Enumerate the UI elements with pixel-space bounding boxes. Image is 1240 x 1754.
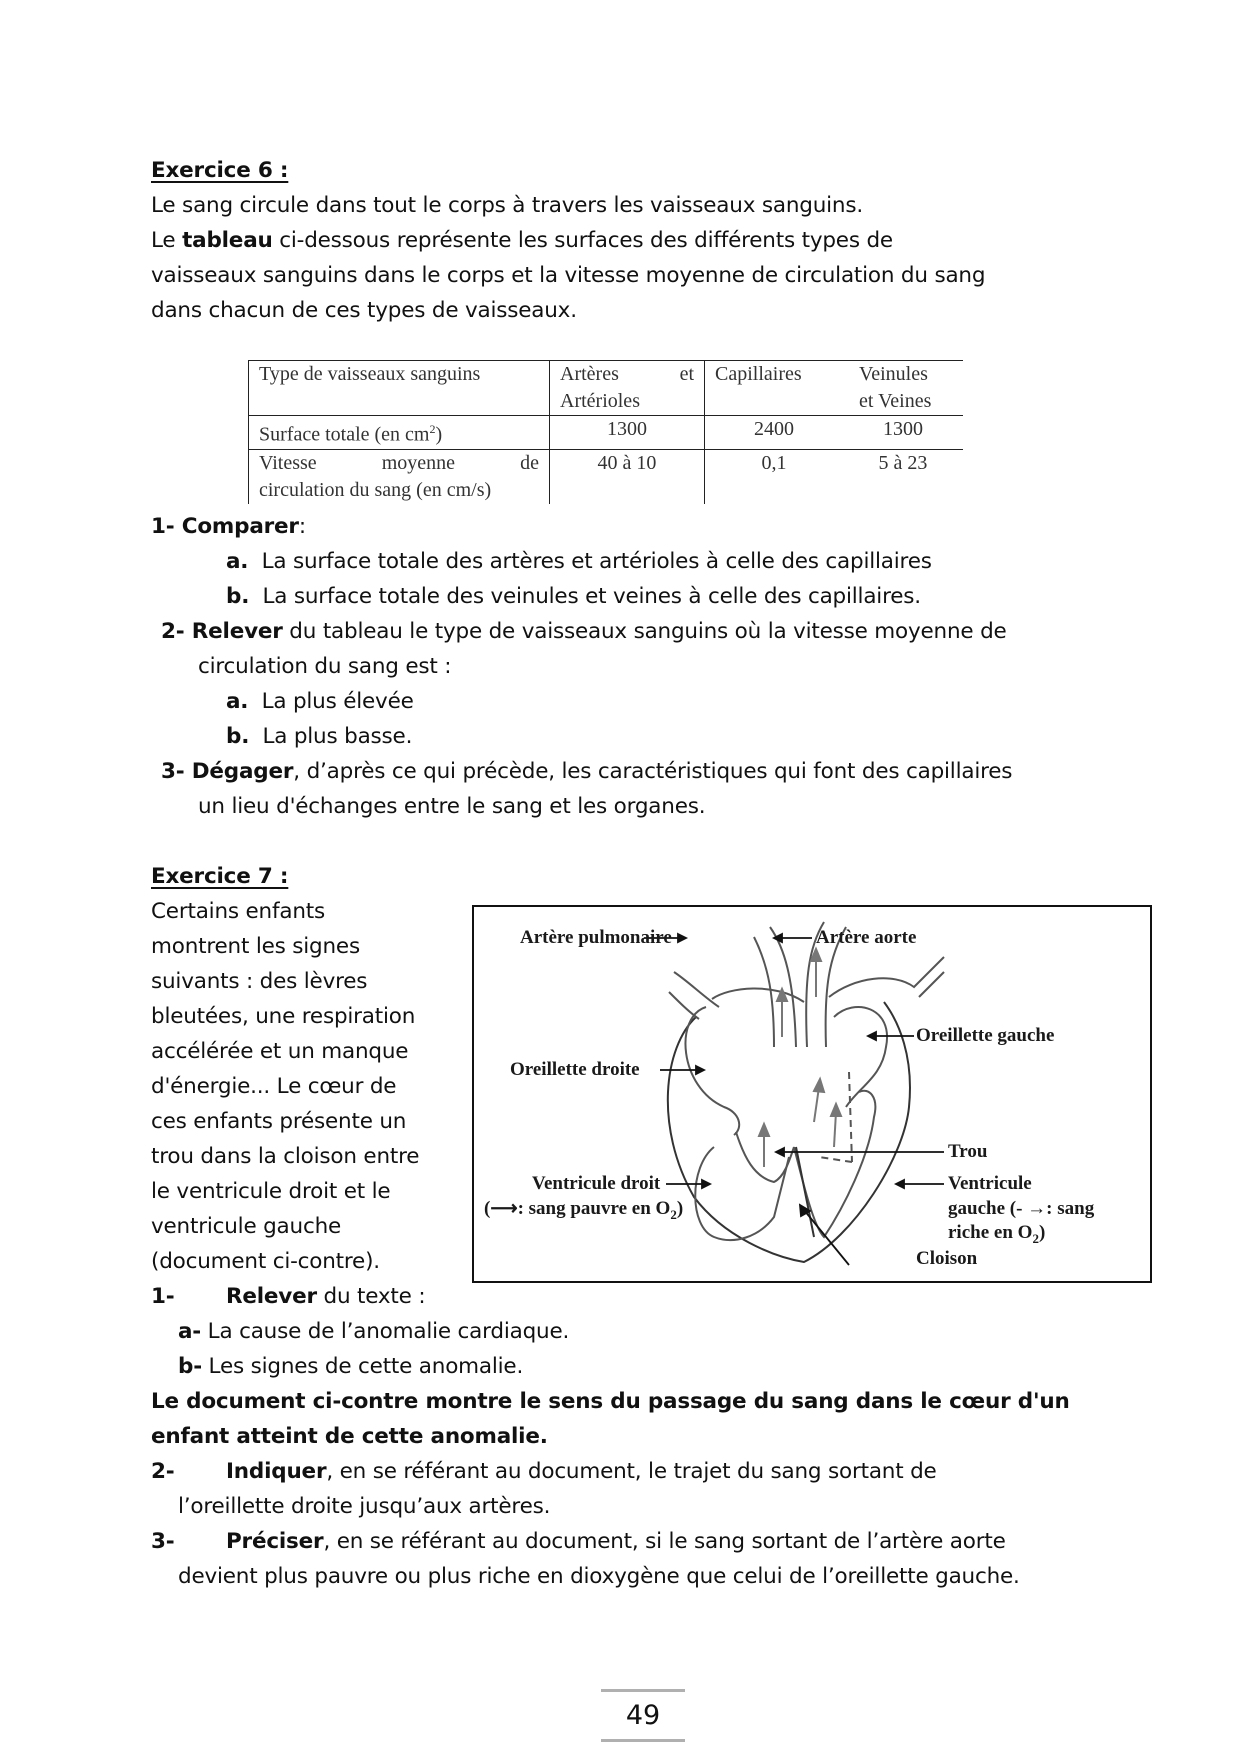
- text: du texte :: [316, 1284, 426, 1309]
- ex7-intro-line: suivants : des lèvres: [151, 969, 368, 994]
- label-ventricule-gauche: Ventricule: [948, 1173, 1032, 1194]
- header-type: Type de vaisseaux sanguins: [249, 361, 550, 416]
- text: Surface totale (en cm: [259, 423, 430, 446]
- ex6-intro-line-4: dans chacun de ces types de vaisseaux.: [151, 298, 577, 323]
- heart-diagram: [472, 905, 1152, 1283]
- text: et Veines: [859, 390, 932, 412]
- header-capillaires: Capillaires: [705, 361, 844, 416]
- ex7-intro-line: le ventricule droit et le: [151, 1179, 391, 1204]
- ex6-q2-item-a: [226, 684, 414, 719]
- label-artere-pulmonaire: Artère pulmonaire: [520, 927, 672, 948]
- item-letter: b.: [226, 584, 250, 609]
- text: (: [484, 1198, 491, 1219]
- question-verb: Relever: [226, 1284, 317, 1309]
- cell-value: 40 à 10: [550, 449, 705, 504]
- text: Veinules: [859, 363, 928, 385]
- item-letter: a-: [178, 1319, 202, 1344]
- ex6-q2-line-2: circulation du sang est :: [198, 654, 452, 679]
- ex7-intro-line: bleutées, une respiration: [151, 1004, 416, 1029]
- header-veines: [843, 361, 963, 416]
- ex7-q1-item-a: [178, 1314, 569, 1349]
- text: de: [520, 451, 539, 474]
- text: ci-dessous représente les surfaces des différents types de: [272, 228, 893, 253]
- item-letter: a.: [226, 549, 249, 574]
- text: La plus élevée: [261, 689, 414, 714]
- ex7-intro-line: Certains enfants: [151, 899, 325, 924]
- ex6-question-2: [161, 614, 1007, 649]
- label-oreillette-droite: Oreillette droite: [510, 1059, 640, 1080]
- ex7-intro-line: d'énergie... Le cœur de: [151, 1074, 397, 1099]
- text: Artères: [560, 363, 619, 385]
- question-number: 2-: [151, 1459, 175, 1484]
- ex7-note-line-1: Le document ci-contre montre le sens du passage du sang dans le cœur d'un: [151, 1389, 1070, 1414]
- cell-value: 1300: [843, 416, 963, 450]
- text: La cause de l’anomalie cardiaque.: [201, 1319, 570, 1344]
- text: :: [298, 514, 306, 539]
- text: La surface totale des artères et artérioles à celle des capillaires: [261, 549, 932, 574]
- item-letter: b-: [178, 1354, 202, 1379]
- ex7-q3-line-2: devient plus pauvre ou plus riche en dioxygène que celui de l’oreillette gauche.: [178, 1564, 1020, 1589]
- ex7-intro-line: ces enfants présente un: [151, 1109, 407, 1134]
- text: moyenne: [381, 451, 456, 474]
- ex7-question-2: [151, 1454, 937, 1489]
- question-number: 3-: [161, 759, 192, 784]
- question-number: 3-: [151, 1529, 175, 1554]
- item-letter: a.: [226, 689, 249, 714]
- superscript: 2: [429, 422, 436, 436]
- label-cloison: Cloison: [916, 1248, 978, 1269]
- text: : sang: [1046, 1198, 1095, 1219]
- ex7-question-1: [151, 1279, 425, 1314]
- legend-rich-blood: [948, 1196, 1094, 1221]
- text: ): [676, 1198, 684, 1219]
- text: ): [1038, 1222, 1046, 1243]
- label-artere-aorte: Artère aorte: [816, 927, 917, 948]
- ex6-intro-line-3: vaisseaux sanguins dans le corps et la vitesse moyenne de circulation du sang: [151, 263, 986, 288]
- vessels-table: [248, 360, 963, 504]
- label-trou: Trou: [948, 1141, 988, 1162]
- subscript: 2: [1032, 1230, 1039, 1246]
- text: ): [435, 423, 443, 446]
- text: La plus basse.: [262, 724, 413, 749]
- ex7-q2-line-2: l’oreillette droite jusqu’aux artères.: [178, 1494, 551, 1519]
- subscript: 2: [670, 1206, 677, 1222]
- ex6-question-3: [161, 754, 1012, 789]
- cell-value: 0,1: [705, 449, 844, 504]
- question-verb: Indiquer: [226, 1459, 327, 1484]
- text: , d’après ce qui précède, les caractéristiques qui font des capillaires: [293, 759, 1013, 784]
- ex6-question-1: [151, 509, 306, 544]
- ex7-question-3: [151, 1524, 1006, 1559]
- text: , en se référant au document, si le sang sortant de l’artère aorte: [323, 1529, 1006, 1554]
- ex7-note-line-2: enfant atteint de cette anomalie.: [151, 1424, 548, 1449]
- ex6-q1-item-a: [226, 544, 932, 579]
- ex6-intro-line-1: Le sang circule dans tout le corps à travers les vaisseaux sanguins.: [151, 193, 863, 218]
- ex7-intro-line: trou dans la cloison entre: [151, 1144, 420, 1169]
- exercise-6-title: Exercice 6 :: [151, 158, 289, 183]
- cell-value: 2400: [705, 416, 844, 450]
- question-number: 1-: [151, 514, 182, 539]
- bold-keyword: tableau: [182, 228, 273, 253]
- text: du tableau le type de vaisseaux sanguins où la vitesse moyenne de: [282, 619, 1007, 644]
- cell-value: 5 à 23: [843, 449, 963, 504]
- label-ventricule-droit: Ventricule droit: [532, 1173, 661, 1194]
- dashed-arrow-icon: - →: [1016, 1198, 1047, 1219]
- ex7-intro-line: montrent les signes: [151, 934, 360, 959]
- solid-arrow-icon: ⟶: [490, 1198, 518, 1219]
- ex6-q1-item-b: [226, 579, 921, 614]
- table-header-row: [249, 361, 964, 416]
- question-verb: Préciser: [226, 1529, 324, 1554]
- cell-value: 1300: [550, 416, 705, 450]
- text: La surface totale des veinules et veines à celle des capillaires.: [262, 584, 921, 609]
- text: : sang pauvre en O: [517, 1198, 671, 1219]
- question-verb: Comparer: [181, 514, 299, 539]
- question-number: 1-: [151, 1284, 175, 1309]
- ex7-intro-line: accélérée et un manque: [151, 1039, 409, 1064]
- text: Les signes de cette anomalie.: [201, 1354, 524, 1379]
- row-label-vitesse: [249, 449, 550, 504]
- label-oreillette-gauche: Oreillette gauche: [916, 1025, 1055, 1046]
- item-letter: b.: [226, 724, 250, 749]
- text: circulation du sang (en cm/s): [259, 478, 492, 501]
- text: et: [679, 363, 694, 385]
- row-label-surface: [249, 416, 550, 450]
- page-number: 49: [625, 1700, 661, 1731]
- exercise-7-title: Exercice 7 :: [151, 864, 289, 889]
- page-number-rule-bottom: [601, 1739, 685, 1742]
- text: gauche (: [948, 1198, 1017, 1219]
- ex6-intro-line-2: [151, 223, 893, 258]
- ex6-q2-item-b: [226, 719, 412, 754]
- ex6-q3-line-2: un lieu d'échanges entre le sang et les organes.: [198, 794, 706, 819]
- text: riche en O: [948, 1222, 1033, 1243]
- text: , en se référant au document, le trajet du sang sortant de: [326, 1459, 937, 1484]
- header-arteres: [550, 361, 705, 416]
- table-row: [249, 416, 964, 450]
- table-row: [249, 449, 964, 504]
- text: Artérioles: [560, 390, 640, 412]
- text: Vitesse: [259, 451, 317, 474]
- ex7-q1-item-b: [178, 1349, 523, 1384]
- question-verb: Dégager: [191, 759, 294, 784]
- question-verb: Relever: [191, 619, 283, 644]
- legend-poor-blood: [484, 1196, 683, 1227]
- question-number: 2-: [161, 619, 192, 644]
- ex7-intro-line: ventricule gauche: [151, 1214, 342, 1239]
- ex7-intro-line: (document ci-contre).: [151, 1249, 380, 1274]
- text: Le: [151, 228, 183, 253]
